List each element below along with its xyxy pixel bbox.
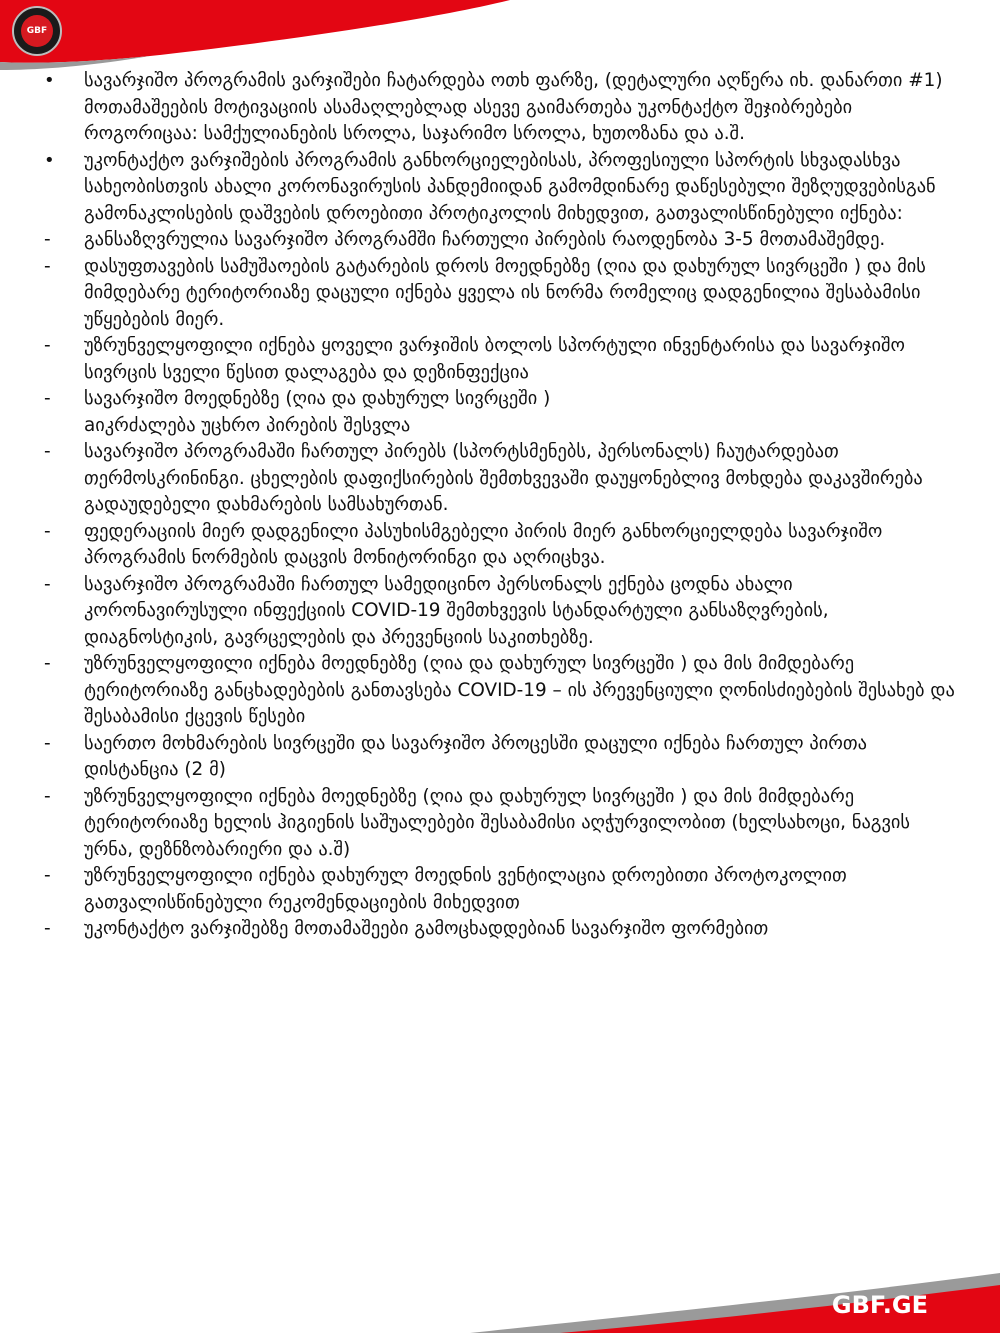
list-item <box>40 254 955 334</box>
dash-marker: - <box>44 732 51 754</box>
gbf-logo <box>12 6 62 56</box>
site-link[interactable]: GBF.GE <box>831 1291 928 1319</box>
regulations-list <box>40 68 955 943</box>
dash-marker: - <box>44 520 51 542</box>
list-item <box>40 731 955 784</box>
bullet-marker: • <box>44 70 55 91</box>
list-item <box>40 572 955 652</box>
dash-marker: - <box>44 865 51 886</box>
list-item-text: დასუფთავების სამუშაოების გატარების დროს მოედნებზე (ღია და დახურულ სივრცეში ) და მის მიმდებარე ტერიტორიაზე დაცული იქნება ყველა ის ნორმა რომელიც დადგენილია შესაბამისი უწყებების მიერ. <box>84 255 926 330</box>
list-item-text: საერთო მოხმარების სივრცეში და სავარჯიშო პროცესში დაცული იქნება ჩართულ პირთა დისტანცია (2 მ) <box>84 732 867 780</box>
dash-marker: - <box>44 335 51 356</box>
dash-marker: - <box>44 229 51 250</box>
list-item-text: უზრუნველყოფილი იქნება მოედნებზე (ღია და დახურულ სივრცეში ) და მის მიმდებარე ტერიტორიაზე ხელის ჰიგიენის საშუალებები შესაბამისი აღჭურვილობით (ხელსახოცი, ნაგვის ურნა, დეზნზობარიერი და ა.შ) <box>84 785 911 860</box>
list-item-text: სავარჯიშო პროგრამაში ჩართულ სამედიცინო პერსონალს ექნება ცოდნა ახალი კორონავირუსული ინფექციის COVID-19 შემთხვევის სტანდარტული განსაზღვრების, დიაგნოსტიკის, გავრცელების და პრევენციის საკითხებზე. <box>84 573 829 648</box>
dash-marker: - <box>44 388 51 409</box>
logo-text: GBF <box>21 15 53 47</box>
list-item-text: სავარჯიშო მოედნებზე (ღია და დახურულ სივრცეში ) aიკრძალება უცხრო პირების შესვლა <box>84 388 551 436</box>
list-item <box>40 651 955 731</box>
list-item <box>40 784 955 864</box>
list-item-text: სავარჯიშო პროგრამაში ჩართულ პირებს (სპორტსმენებს, პერსონალს) ჩაუტარდებათ თერმოსკრინინგი. ცხელების დაფიქსირების შემთხვევაში დაუყონებლივ მოხდება დაკავშირება გადაუდებელი დახმარების სამსახურთან. <box>84 441 923 515</box>
list-item-text: სავარჯიშო პროგრამის ვარჯიშები ჩატარდება ოთხ ფარზე, (დეტალური აღწერა იხ. დანართი #1) მოთამაშეების მოტივაციის ასამაღლებლად ასევე გაიმართება უკონტაქტო შეჯიბრებები როგორიცაა: სამქულიანების სროლა, საჯარიმო სროლა, ხუთოზანა და ა.შ. <box>84 70 943 144</box>
dash-marker: - <box>44 441 51 462</box>
dash-marker: - <box>44 653 51 674</box>
list-item-text: უზრუნველყოფილი იქნება ყოველი ვარჯიშის ბოლოს სპორტული ინვენტარისა და სავარჯიშო სივრცის სველი წესით დალაგება და დეზინფექცია <box>84 335 906 383</box>
list-item <box>40 333 955 386</box>
list-item <box>40 148 955 228</box>
list-item-text: უკონტაქტო ვარჯიშების პროგრამის განხორციელებისას, პროფესიული სპორტის სხვადასხვა სახეობისთვის ახალი კორონავირუსის პანდემიიდან გამომდინარე დაწესებული შეზღუდვებისგან გამონაკლისების დაშვების დროებითი პროტიკოლის მიხედვით, გათვალისწინებული იქნება: <box>84 149 936 224</box>
dash-marker: - <box>44 918 51 939</box>
list-item <box>40 386 955 439</box>
list-item <box>40 519 955 572</box>
dash-marker: - <box>44 785 51 807</box>
header-red-band <box>0 0 520 72</box>
list-item <box>40 439 955 519</box>
list-item-text: განსაზღვრულია სავარჯიშო პროგრამში ჩართული პირების რაოდენობა 3-5 მოთამაშემდე. <box>84 229 886 250</box>
list-item-text: უზრუნველყოფილი იქნება მოედნებზე (ღია და დახურულ სივრცეში ) და მის მიმდებარე ტერიტორიაზე განცხადებების განთავსება COVID-19 – ის პრევენციული ღონისძიებების შესახებ და შესაბამისი ქცევის წესები <box>84 653 955 727</box>
bullet-marker: • <box>44 149 55 171</box>
list-item-text: უზრუნველყოფილი იქნება დახურულ მოედნის ვენტილაცია დროებითი პროტოკოლით გათვალისწინებული რეკომენდაციების მიხედვით <box>84 865 847 913</box>
list-item <box>40 68 955 148</box>
dash-marker: - <box>44 255 51 277</box>
list-item-text: უკონტაქტო ვარჯიშებზე მოთამაშეები გამოცხადდებიან სავარჯიშო ფორმებით <box>84 918 769 939</box>
list-item-text: ფედერაციის მიერ დადგენილი პასუხისმგებელი პირის მიერ განხორციელდება სავარჯიშო პროგრამის ნორმების დაცვის მონიტორინგი და აღრიცხვა. <box>84 520 883 568</box>
dash-marker: - <box>44 573 51 595</box>
list-item <box>40 863 955 916</box>
list-item <box>40 916 955 943</box>
list-item <box>40 227 955 254</box>
